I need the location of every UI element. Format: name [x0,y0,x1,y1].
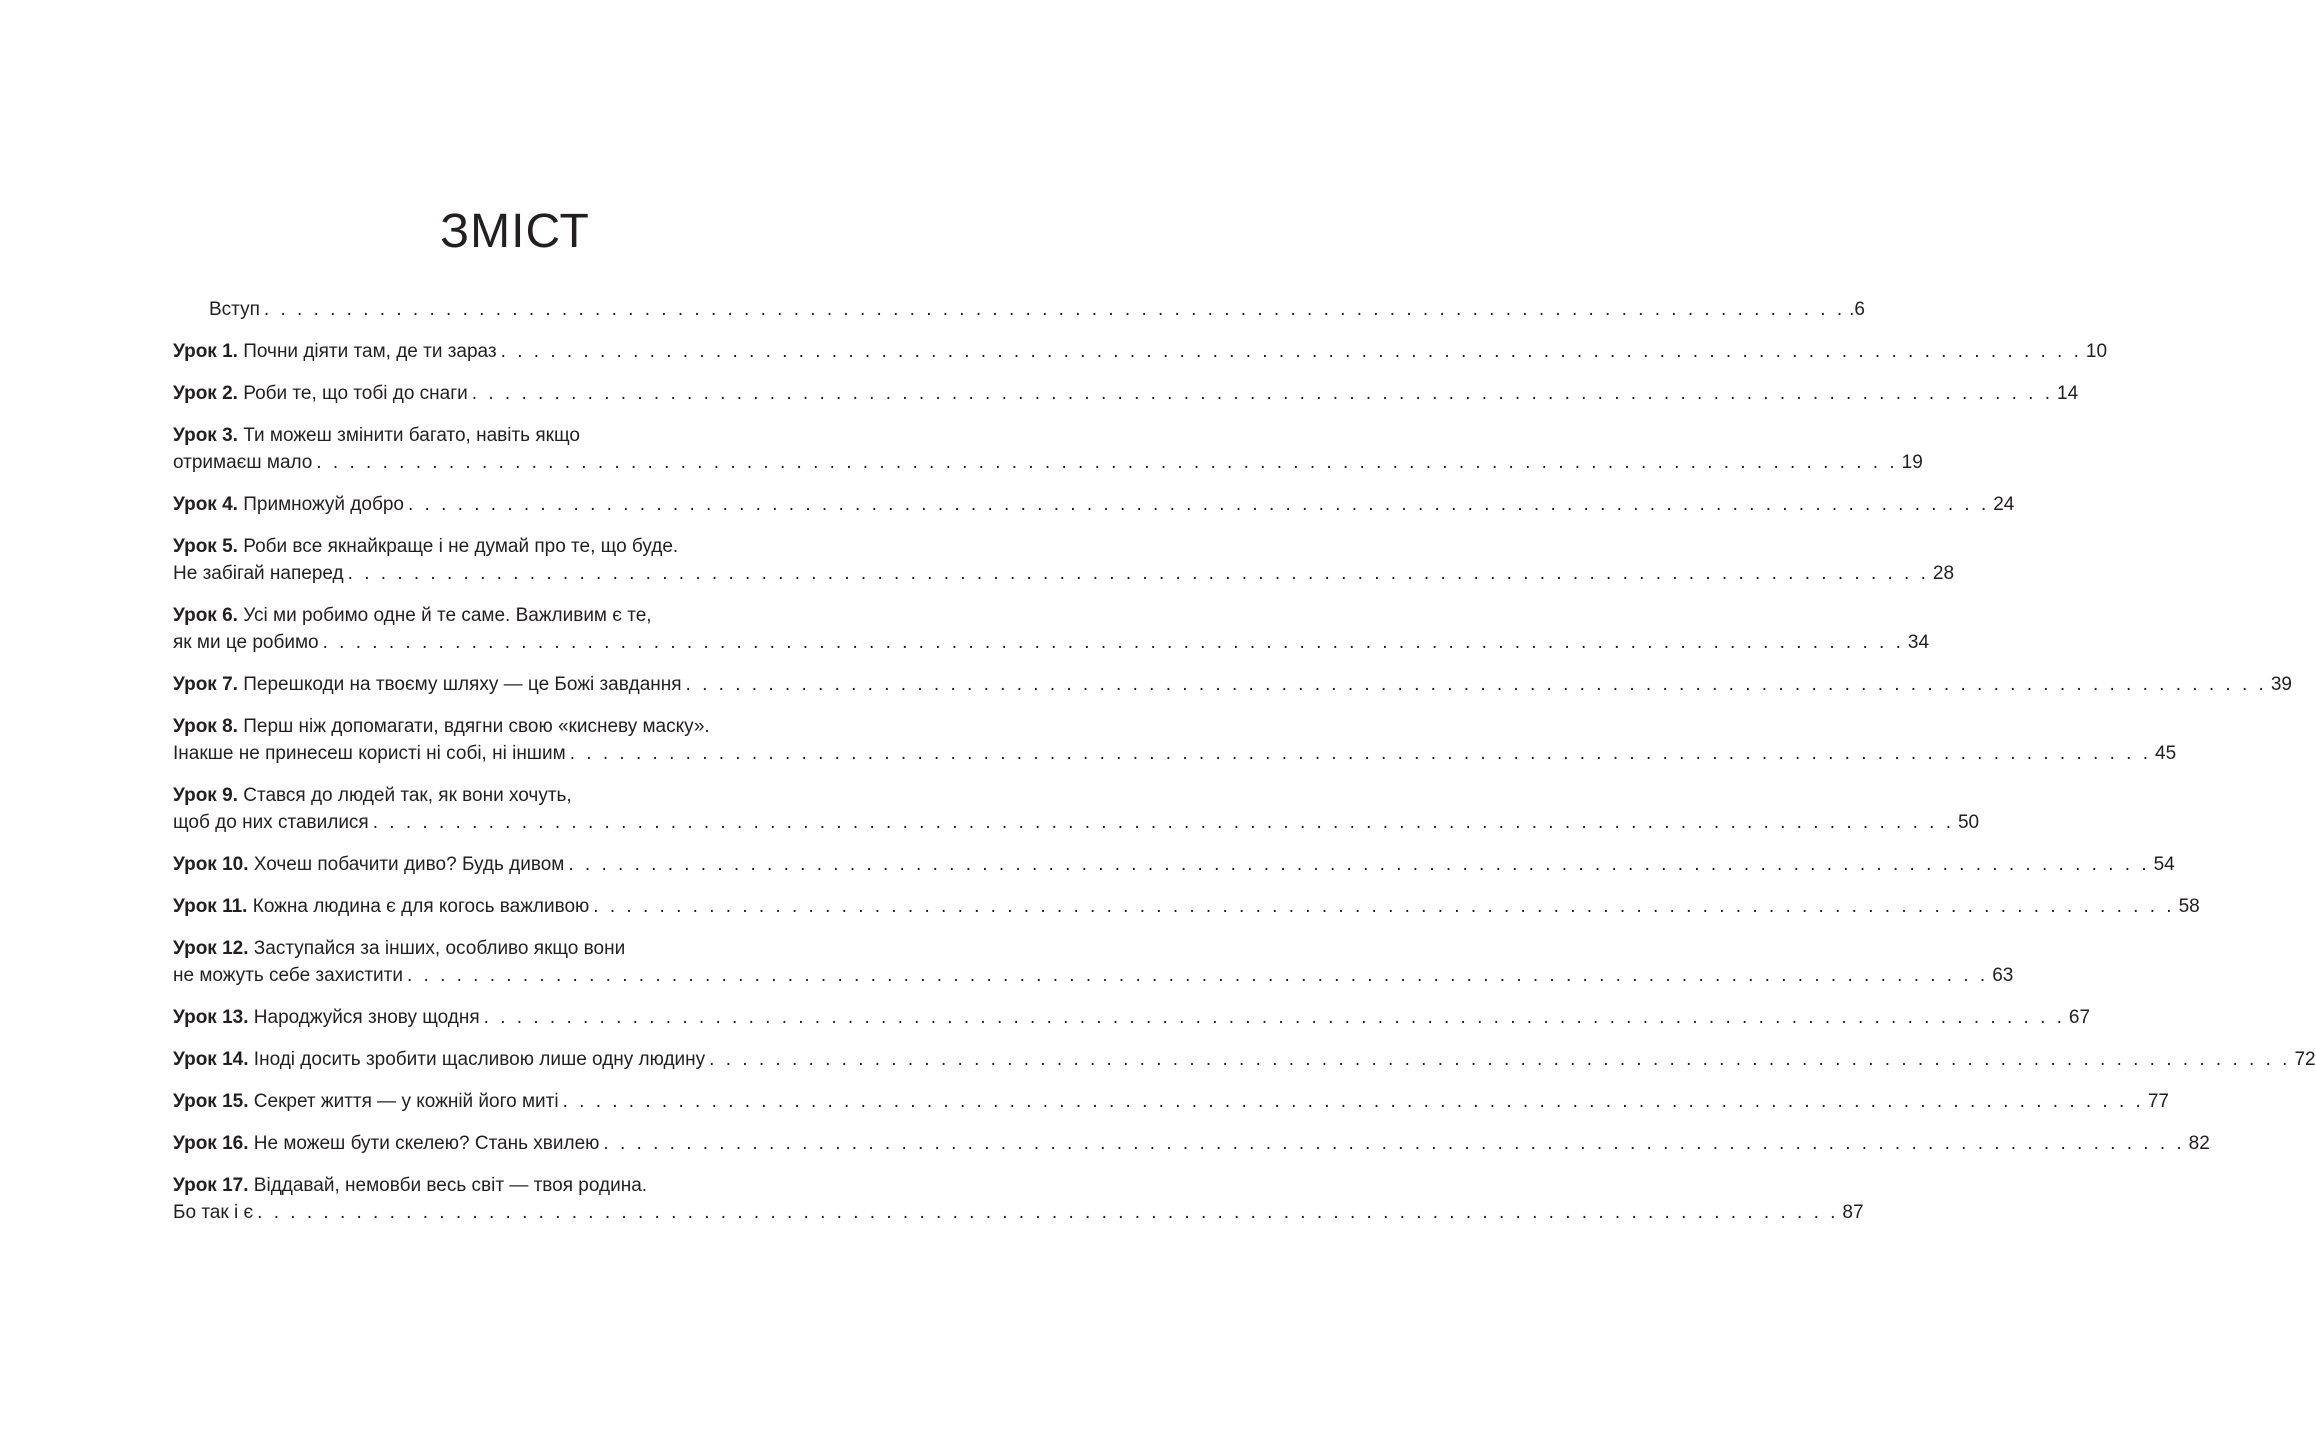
dot-leader: . . . . . . . . . . . . . . . . . . . . . . . . . . . . . . . . . . . . . . . . . . . . . . . . . . . . . . . . . . . . . . . . . . . . . . . . . . . . . . . . . . . . . . . . . . . . . . . . [471,383,2054,404]
toc-entry-title: Роби все якнайкраще і не думай про те, що буде. [243,536,679,557]
lesson-label: Урок 14. [173,1049,249,1070]
page-number: 28 [1932,563,1955,584]
toc-entry-line [173,782,846,809]
lesson-label: Урок 3. [173,425,238,446]
toc-entry-title: Не можеш бути скелею? Стань хвилею [253,1133,600,1154]
dot-leader: . . . . . . . . . . . . . . . . . . . . . . . . . . . . . . . . . . . . . . . . . . . . . . . . . . . . . . . . . . . . . . . . . . . . . . . . . . . . . . . . . . . . . . . . . . . . . . . . [568,854,2150,875]
toc-entry-line [173,533,846,560]
toc-entry-title: Примножуй добро [243,494,404,515]
toc-entry-title: отримаєш мало [173,452,313,473]
toc-entry-line [173,338,2108,365]
lesson-label: Урок 15. [173,1091,249,1112]
toc-entry-intro [173,296,1866,323]
dot-leader: . . . . . . . . . . . . . . . . . . . . . . . . . . . . . . . . . . . . . . . . . . . . . . . . . . . . . . . . . . . . . . . . . . . . . . . . . . . . . . . . . . . . . . . . . . . . . . . . [593,896,2175,917]
toc-entry-title: Почни діяти там, де ти зараз [243,341,497,362]
dot-leader: . . . . . . . . . . . . . . . . . . . . . . . . . . . . . . . . . . . . . . . . . . . . . . . . . . . . . . . . . . . . . . . . . . . . . . . . . . . . . . . . . . . . . . . . . . . . . . . . [263,299,1846,320]
page-number: 58 [2178,896,2200,917]
dot-leader: . . . . . . . . . . . . . . . . . . . . . . . . . . . . . . . . . . . . . . . . . . . . . . . . . . . . . . . . . . . . . . . . . . . . . . . . . . . . . . . . . . . . . . . . . . . . . . . . [372,812,1954,833]
toc-entry-line [173,893,2200,920]
lesson-label: Урок 13. [173,1007,249,1028]
toc-entry-text [173,1004,480,1031]
dot-leader: . . . . . . . . . . . . . . . . . . . . . . . . . . . . . . . . . . . . . . . . . . . . . . . . . . . . . . . . . . . . . . . . . . . . . . . . . . . . . . . . . . . . . . . . . . . . . . . . [569,743,2151,764]
page-number: 77 [2147,1091,2169,1112]
toc-entry-text [173,560,344,587]
toc-entry-line [173,1088,2169,1115]
toc-entry-line [173,560,1955,587]
toc-entry-title: Секрет життя — у кожній його миті [253,1091,559,1112]
toc-entry-line [173,1172,846,1199]
dot-leader: . . . . . . . . . . . . . . . . . . . . . . . . . . . . . . . . . . . . . . . . . . . . . . . . . . . . . . . . . . . . . . . . . . . . . . . . . . . . . . . . . . . . . . . . . . . . . . . . [257,1202,1839,1223]
toc-entry-text [173,1088,559,1115]
toc-entry-lesson-3 [173,422,1923,476]
toc-entry-title: Не забігай наперед [173,563,344,584]
toc-entry-title: Заступайся за інших, особливо якщо вони [253,938,626,959]
toc-entry-title: не можуть себе захистити [173,965,403,986]
lesson-label: Урок 5. [173,536,238,557]
dot-leader: . . . . . . . . . . . . . . . . . . . . . . . . . . . . . . . . . . . . . . . . . . . . . . . . . . . . . . . . . . . . . . . . . . . . . . . . . . . . . . . . . . . . . . . . . . . . . . . . [603,1133,2185,1154]
toc-entry-text [173,449,312,476]
toc-entry-lesson-10 [173,851,2175,878]
toc-entry-text [173,851,564,878]
toc-entry-title: як ми це робимо [173,632,319,653]
toc-entry-text [173,740,566,767]
toc-entry-title: Вступ [209,299,260,320]
toc-entry-line [173,380,2079,407]
toc-entry-text [173,380,468,407]
page-number: 14 [2057,383,2079,404]
toc-entry-line [173,851,2175,878]
toc-entry-line [173,1199,1864,1226]
dot-leader: . . . . . . . . . . . . . . . . . . . . . . . . . . . . . . . . . . . . . . . . . . . . . . . . . . . . . . . . . . . . . . . . . . . . . . . . . . . . . . . . . . . . . . . . . . . . . . . . [483,1007,2065,1028]
toc-entry-lesson-13 [173,1004,2091,1031]
dot-leader: . . . . . . . . . . . . . . . . . . . . . . . . . . . . . . . . . . . . . . . . . . . . . . . . . . . . . . . . . . . . . . . . . . . . . . . . . . . . . . . . . . . . . . . . . . . . . . . . [500,341,2082,362]
toc-entry-title: Роби те, що тобі до снаги [243,383,468,404]
lesson-label: Урок 10. [173,854,249,875]
toc-entry-lesson-9 [173,782,1980,836]
dot-leader: . . . . . . . . . . . . . . . . . . . . . . . . . . . . . . . . . . . . . . . . . . . . . . . . . . . . . . . . . . . . . . . . . . . . . . . . . . . . . . . . . . . . . . . . . . . . . . . . [406,965,1989,986]
toc-entry-title: Перешкоди на твоєму шляху — це Божі завдання [243,674,682,695]
toc-entry-lesson-15 [173,1088,2169,1115]
lesson-label: Урок 9. [173,785,238,806]
toc-entry-lesson-17 [173,1172,1864,1226]
page-number: 72 [2294,1049,2316,1070]
dot-leader: . . . . . . . . . . . . . . . . . . . . . . . . . . . . . . . . . . . . . . . . . . . . . . . . . . . . . . . . . . . . . . . . . . . . . . . . . . . . . . . . . . . . . . . . . . . . . . . . [322,632,1904,653]
page-number: 19 [1901,452,1923,473]
toc-entry-title: Віддавай, немовби весь світ — твоя родина. [253,1175,648,1196]
toc-entry-line [173,449,1923,476]
toc-entry-text [173,629,319,656]
toc-entry-text [173,893,589,920]
toc-entry-title: Хочеш побачити диво? Будь дивом [253,854,565,875]
dot-leader: . . . . . . . . . . . . . . . . . . . . . . . . . . . . . . . . . . . . . . . . . . . . . . . . . . . . . . . . . . . . . . . . . . . . . . . . . . . . . . . . . . . . . . . . . . . . . . . . [407,494,1990,515]
page-title: ЗМІСТ [440,205,590,258]
toc-entry-line [173,962,2014,989]
toc-entry-title: Інакше не принесеш користі ні собі, ні іншим [173,743,566,764]
page-number: 34 [1907,632,1930,653]
lesson-label: Урок 7. [173,674,238,695]
page-number: 67 [2068,1007,2091,1028]
lesson-label: Урок 2. [173,383,238,404]
lesson-label: Урок 4. [173,494,238,515]
toc-entry-lesson-7 [173,671,2292,698]
page-number: 54 [2153,854,2175,875]
toc-entry-lesson-4 [173,491,2015,518]
page-number: 82 [2188,1133,2210,1154]
toc-entry-line [173,671,2292,698]
lesson-label: Урок 1. [173,341,238,362]
toc-entry-title: Стався до людей так, як вони хочуть, [243,785,572,806]
toc-entry-line [173,809,1980,836]
toc-entry-line [173,1130,2210,1157]
page-number: 50 [1957,812,1980,833]
toc-entry-text [173,338,497,365]
dot-leader: . . . . . . . . . . . . . . . . . . . . . . . . . . . . . . . . . . . . . . . . . . . . . . . . . . . . . . . . . . . . . . . . . . . . . . . . . . . . . . . . . . . . . . . . . . . . . . . . [562,1091,2144,1112]
toc-entry-text [173,1130,599,1157]
lesson-label: Урок 16. [173,1133,249,1154]
toc-entry-lesson-1 [173,338,2108,365]
lesson-label: Урок 8. [173,716,238,737]
toc-entry-lesson-12 [173,935,2014,989]
toc-entry-line [173,629,1930,656]
page-number: 39 [2270,674,2292,695]
toc-entry-line [173,713,846,740]
toc-entry-lesson-6 [173,602,1930,656]
page-number: .6 [1849,299,1866,320]
toc-entry-text [173,491,404,518]
dot-leader: . . . . . . . . . . . . . . . . . . . . . . . . . . . . . . . . . . . . . . . . . . . . . . . . . . . . . . . . . . . . . . . . . . . . . . . . . . . . . . . . . . . . . . . . . . . . . . . . [316,452,1898,473]
toc-entry-text [173,1199,253,1226]
table-of-contents [173,296,2316,1241]
toc-entry-text [173,1046,705,1073]
toc-entry-title: Іноді досить зробити щасливою лише одну людину [253,1049,706,1070]
toc-entry-line [173,935,846,962]
dot-leader: . . . . . . . . . . . . . . . . . . . . . . . . . . . . . . . . . . . . . . . . . . . . . . . . . . . . . . . . . . . . . . . . . . . . . . . . . . . . . . . . . . . . . . . . . . . . . . . . [709,1049,2291,1070]
dot-leader: . . . . . . . . . . . . . . . . . . . . . . . . . . . . . . . . . . . . . . . . . . . . . . . . . . . . . . . . . . . . . . . . . . . . . . . . . . . . . . . . . . . . . . . . . . . . . . . . [347,563,1929,584]
toc-entry-lesson-5 [173,533,1955,587]
page-number: 63 [1992,965,2014,986]
toc-entry-lesson-11 [173,893,2200,920]
toc-entry-text [173,962,403,989]
toc-entry-line [173,1004,2091,1031]
toc-entry-text [173,809,369,836]
toc-entry-lesson-14 [173,1046,2316,1073]
lesson-label: Урок 17. [173,1175,249,1196]
toc-entry-line [173,491,2015,518]
toc-entry-lesson-2 [173,380,2079,407]
lesson-label: Урок 6. [173,605,238,626]
toc-entry-title: Перш ніж допомагати, вдягни свою «кисневу маску». [243,716,710,737]
toc-entry-title: щоб до них ставилися [173,812,369,833]
toc-entry-title: Народжуйся знову щодня [253,1007,480,1028]
toc-entry-line [173,602,846,629]
toc-entry-lesson-8 [173,713,2177,767]
lesson-label: Урок 12. [173,938,249,959]
toc-entry-line [173,740,2177,767]
toc-entry-line [173,422,846,449]
toc-entry-title: Кожна людина є для когось важливою [252,896,590,917]
page-number: 10 [2085,341,2108,362]
toc-entry-title: Ти можеш змінити багато, навіть якщо [243,425,580,446]
page-number: 45 [2155,743,2177,764]
lesson-label: Урок 11. [173,896,248,917]
dot-leader: . . . . . . . . . . . . . . . . . . . . . . . . . . . . . . . . . . . . . . . . . . . . . . . . . . . . . . . . . . . . . . . . . . . . . . . . . . . . . . . . . . . . . . . . . . . . . . . . [685,674,2267,695]
toc-entry-line [173,296,1866,323]
page-number: 24 [1993,494,2015,515]
toc-entry-text [173,671,682,698]
page-number: 87 [1842,1202,1864,1223]
toc-entry-title: Бо так і є [173,1202,254,1223]
toc-entry-title: Усі ми робимо одне й те саме. Важливим є те, [243,605,652,626]
toc-entry-line [173,1046,2316,1073]
toc-entry-lesson-16 [173,1130,2210,1157]
